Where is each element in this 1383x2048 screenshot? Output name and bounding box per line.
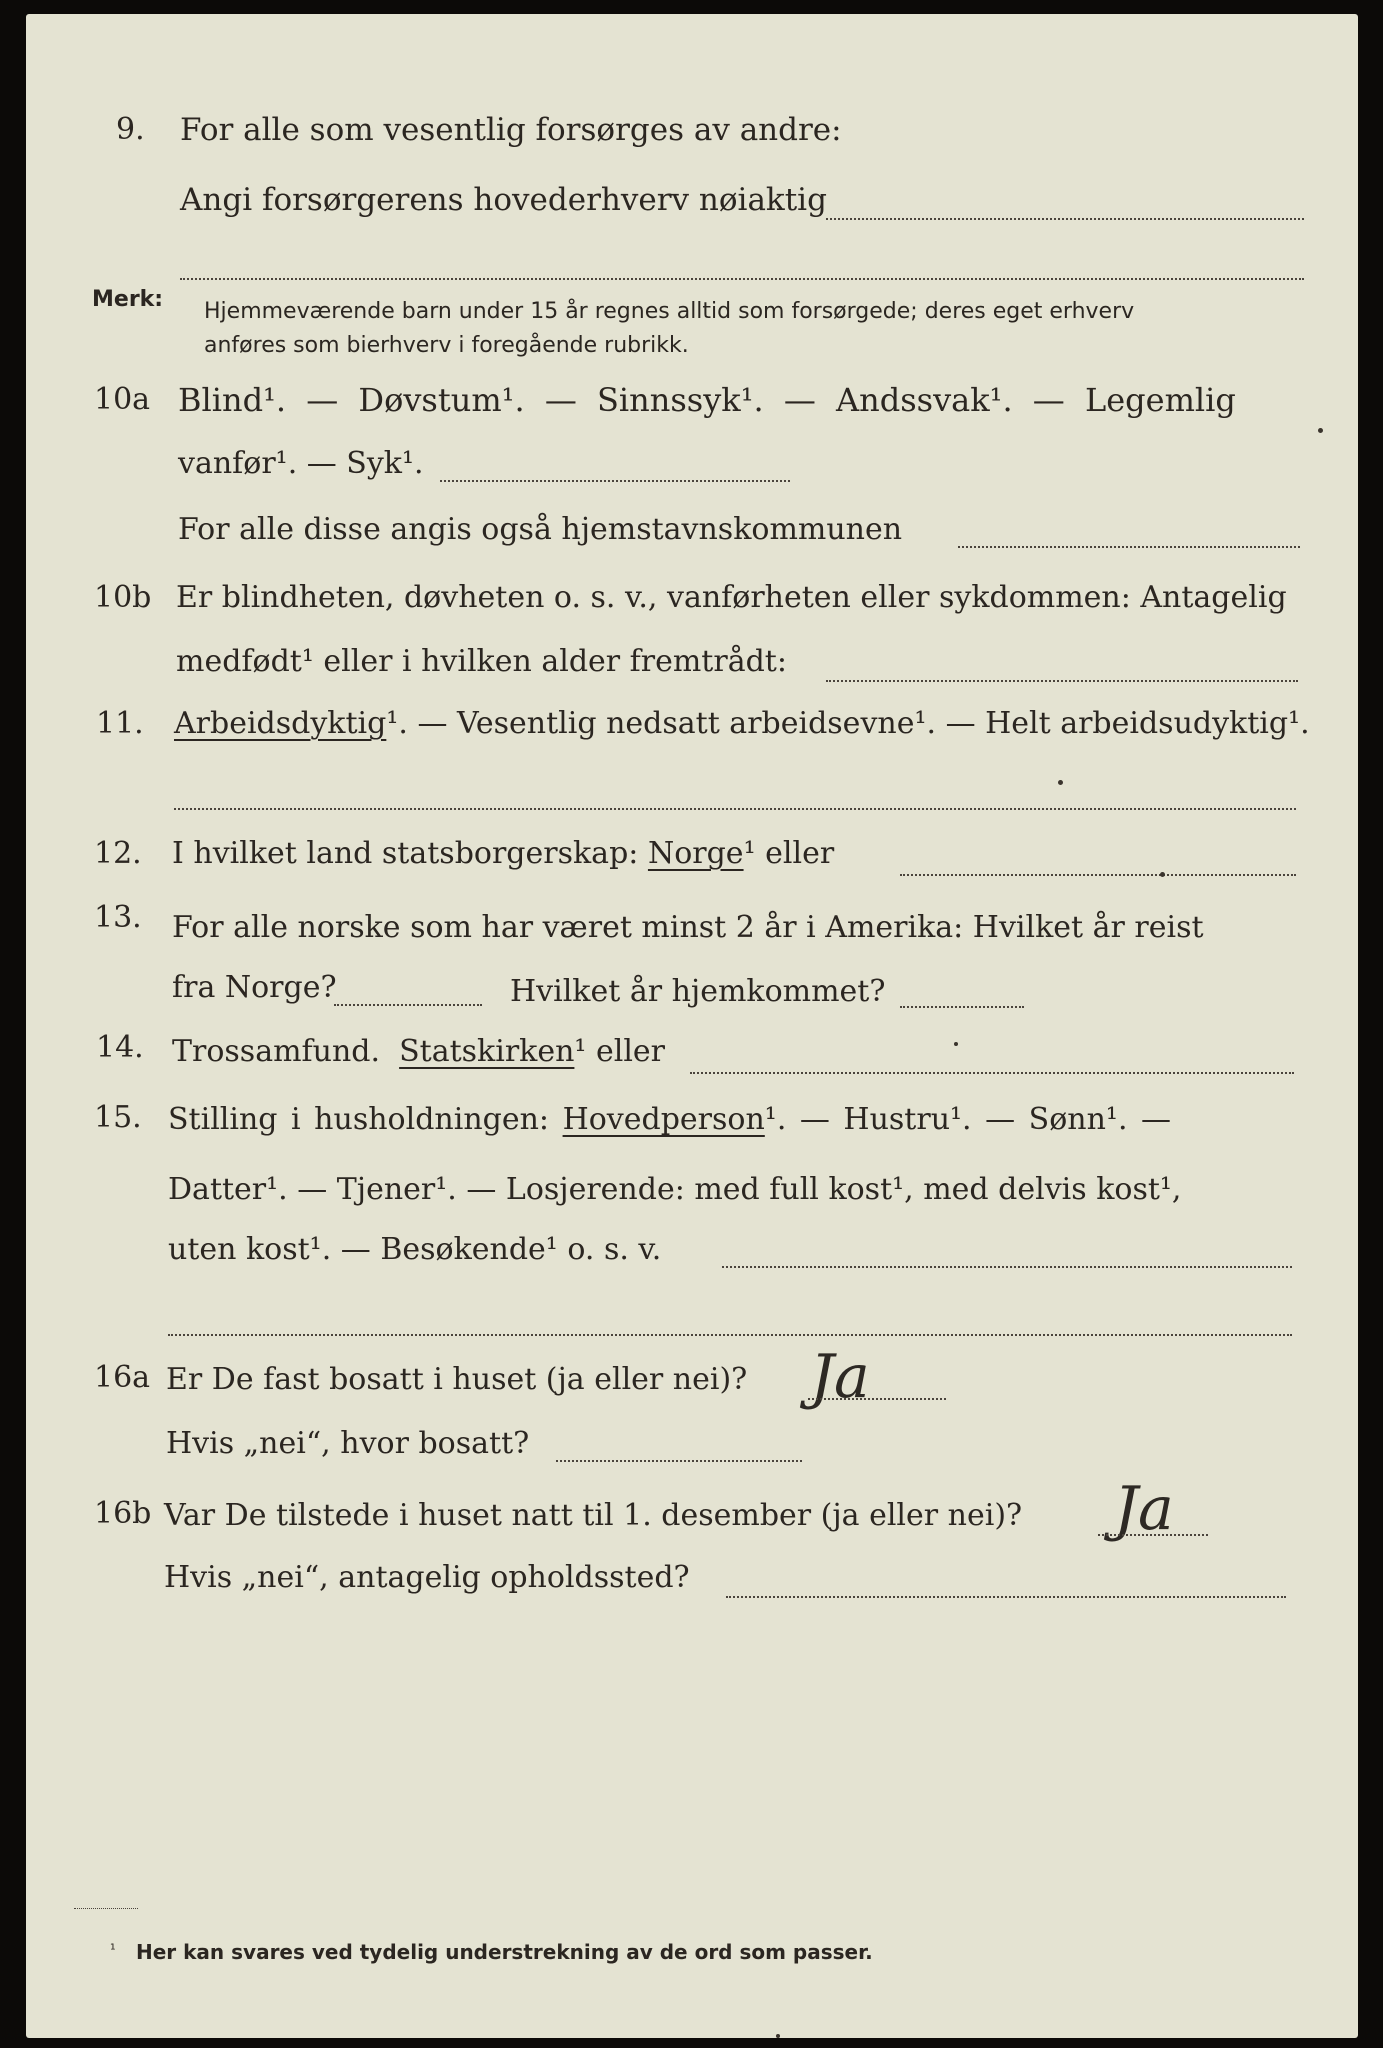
- q16b-line2: Hvis „nei“, antagelig opholdssted?: [164, 1560, 690, 1595]
- q12-answer-line[interactable]: [900, 874, 1296, 876]
- q15-line2: Datter¹. — Tjener¹. — Losjerende: med full kost¹, med delvis kost¹,: [168, 1172, 1182, 1207]
- ink-speck: [1058, 780, 1063, 785]
- q16a-answer-line[interactable]: [808, 1398, 946, 1400]
- q9-number: 9.: [116, 112, 145, 147]
- q12-option-norge[interactable]: Norge: [647, 836, 744, 871]
- q15-pre: Stilling i husholdningen:: [168, 1102, 550, 1137]
- q13-line2b: Hvilket år hjemkommet?: [510, 974, 886, 1009]
- q12-line: [172, 836, 834, 872]
- q14-number: 14.: [96, 1030, 144, 1065]
- q10a-number: 10a: [94, 382, 151, 417]
- merk-line2: anføres som bierhverv i foregående rubrikk.: [204, 333, 689, 358]
- ink-speck: [776, 2034, 780, 2038]
- merk-line1: Hjemmeværende barn under 15 år regnes alltid som forsørgede; deres eget erhverv: [204, 299, 1135, 324]
- q15-line1: [168, 1102, 1171, 1138]
- q10b-line2: medfødt¹ eller i hvilken alder fremtrådt:: [176, 644, 787, 679]
- q14-pre: Trossamfund.: [172, 1034, 381, 1069]
- q12-post: ¹ eller: [743, 836, 835, 871]
- q9-line1: For alle som vesentlig forsørges av andre:: [180, 112, 842, 148]
- q11-number: 11.: [96, 706, 144, 741]
- q14-answer-line[interactable]: [690, 1072, 1294, 1074]
- q11-option-arbeidsdyktig[interactable]: Arbeidsdyktig: [174, 706, 387, 741]
- q16a-line2: Hvis „nei“, hvor bosatt?: [166, 1426, 530, 1461]
- q9-answer-line-2[interactable]: [180, 278, 1304, 280]
- q14-post: ¹ eller: [574, 1034, 666, 1069]
- footnote-mark: ¹: [110, 1942, 116, 1958]
- q15-line3: uten kost¹. — Besøkende¹ o. s. v.: [168, 1232, 662, 1267]
- q10b-number: 10b: [94, 580, 152, 615]
- q10a-line3: For alle disse angis også hjemstavnskommunen: [178, 512, 903, 547]
- q16b-line1: Var De tilstede i huset natt til 1. desember (ja eller nei)?: [164, 1498, 1023, 1533]
- ink-speck: [954, 1042, 958, 1046]
- q16a-handwritten-answer[interactable]: Ja: [810, 1342, 870, 1412]
- q12-number: 12.: [94, 836, 142, 871]
- q16a-number: 16a: [94, 1360, 151, 1395]
- q9-answer-line[interactable]: [826, 218, 1304, 220]
- q16b-handwritten-answer[interactable]: Ja: [1114, 1474, 1174, 1544]
- q16a-line1: Er De fast bosatt i huset (ja eller nei)?: [166, 1362, 748, 1397]
- q13-hjemkommet-line[interactable]: [900, 1006, 1024, 1008]
- q10a-line2: vanfør¹. — Syk¹.: [178, 446, 424, 481]
- q10a-hjemstavn-line[interactable]: [958, 546, 1300, 548]
- q12-pre: I hvilket land statsborgerskap:: [172, 836, 639, 871]
- q9-line2: Angi forsørgerens hovederhverv nøiaktig: [180, 182, 827, 218]
- q15-answer-line-2[interactable]: [168, 1334, 1292, 1336]
- q16b-answer-line[interactable]: [1098, 1534, 1208, 1536]
- q14-line: [172, 1034, 665, 1070]
- q15-line1-rest: ¹. — Hustru¹. — Sønn¹. —: [764, 1102, 1172, 1137]
- footnote-text: Her kan svares ved tydelig understrekning av de ord som passer.: [136, 1940, 873, 1964]
- q16b-opholdssted-line[interactable]: [726, 1596, 1286, 1598]
- q15-number: 15.: [94, 1100, 142, 1135]
- q13-line1: For alle norske som har været minst 2 år i Amerika: Hvilket år reist: [172, 910, 1204, 945]
- footnote-rule: [74, 1908, 138, 1909]
- q10a-line1: Blind¹. — Døvstum¹. — Sinnssyk¹. — Andssvak¹. — Legemlig: [178, 381, 1236, 419]
- q10b-line1: Er blindheten, døvheten o. s. v., vanførheten eller sykdommen: Antagelig: [176, 580, 1287, 615]
- q11-line: [174, 706, 1310, 742]
- q13-reist-line[interactable]: [334, 1004, 482, 1006]
- q13-line2a: fra Norge?: [172, 970, 337, 1005]
- q11-answer-line[interactable]: [174, 808, 1296, 810]
- ink-speck: [1318, 428, 1323, 433]
- q15-option-hovedperson[interactable]: Hovedperson: [562, 1102, 765, 1137]
- q11-rest: ¹. — Vesentlig nedsatt arbeidsevne¹. — Helt arbeidsudyktig¹.: [386, 706, 1310, 741]
- q13-number: 13.: [94, 900, 142, 935]
- q10b-answer-line[interactable]: [826, 680, 1298, 682]
- q16b-number: 16b: [94, 1496, 152, 1531]
- q16a-bosatt-line[interactable]: [556, 1460, 802, 1462]
- q10a-syk-line[interactable]: [440, 480, 790, 482]
- q15-answer-line[interactable]: [722, 1266, 1292, 1268]
- q14-option-statskirken[interactable]: Statskirken: [399, 1034, 575, 1069]
- merk-label: Merk:: [92, 287, 164, 312]
- ink-speck: [1160, 872, 1165, 877]
